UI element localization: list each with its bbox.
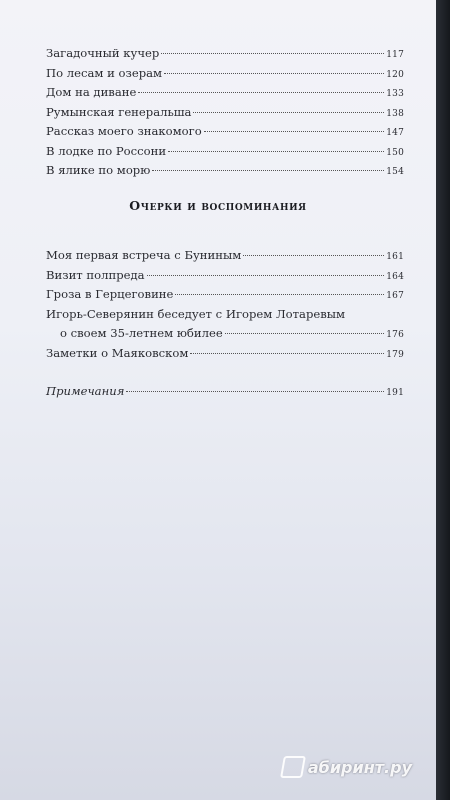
toc-entry-title: о своем 35-летнем юбилее <box>60 326 223 340</box>
toc-entry-title: Визит полпреда <box>46 267 145 282</box>
toc-entry-title: Примечания <box>46 384 125 398</box>
toc-entry <box>46 344 404 364</box>
toc-entry-title: Рассказ моего знакомого <box>46 124 202 138</box>
toc-entry <box>46 83 404 103</box>
toc-entry-continuation <box>46 324 404 344</box>
toc-entry-page: 167 <box>386 291 404 301</box>
toc-entry-title: По лесам и озерам <box>46 65 163 80</box>
toc-entry <box>46 122 404 142</box>
toc-entry <box>46 64 404 84</box>
toc-entry-title: Загадочный кучер <box>46 46 160 60</box>
leader-dots <box>164 73 384 74</box>
toc-entry-page: 176 <box>386 330 404 340</box>
toc-entry <box>46 103 404 123</box>
leader-dots <box>190 353 384 354</box>
site-watermark <box>282 756 412 778</box>
toc-entry-page: 150 <box>386 147 404 158</box>
toc-entry-page: 164 <box>386 271 404 282</box>
toc-bottom-list <box>46 246 404 363</box>
toc-entry-page: 120 <box>386 69 404 80</box>
toc-entry-page: 191 <box>386 388 404 398</box>
leader-dots <box>152 170 384 171</box>
leader-dots <box>204 131 385 132</box>
section-heading: Очерки и воспоминания <box>129 198 307 213</box>
toc-entry <box>46 246 404 266</box>
leader-dots <box>175 294 384 295</box>
toc-entry-title: Гроза в Герцеговине <box>46 287 174 301</box>
toc-entry-page: 161 <box>386 252 404 262</box>
toc-entry <box>46 305 404 325</box>
toc-entry-title: Игорь-Северянин беседует с Игорем Лотаревым <box>46 306 346 321</box>
leader-dots <box>168 151 384 152</box>
toc-entry <box>46 285 404 305</box>
notes-entry-block <box>46 382 404 402</box>
toc-entry-page: 133 <box>386 89 404 99</box>
toc-entry <box>46 266 404 286</box>
book-spine-shadow <box>436 0 450 800</box>
leader-dots <box>126 391 384 392</box>
toc-entry-title: Дом на диване <box>46 85 137 99</box>
leader-dots <box>138 92 384 93</box>
leader-dots <box>147 275 385 276</box>
toc-entry-title: Моя первая встреча с Буниным <box>46 248 242 262</box>
toc-entry-page: 138 <box>386 108 404 119</box>
leader-dots <box>225 333 384 334</box>
toc-entry-title: Заметки о Маяковском <box>46 345 189 360</box>
labirint-logo-icon <box>280 756 306 778</box>
watermark-text: абиринт.ру <box>307 757 412 777</box>
toc-entry <box>46 161 404 181</box>
toc-entry <box>46 44 404 64</box>
leader-dots <box>243 255 384 256</box>
toc-entry-page: 147 <box>386 128 404 138</box>
toc-entry-notes <box>46 382 404 402</box>
toc-entry-title: В лодке по Россони <box>46 143 167 158</box>
toc-entry-title: Румынская генеральша <box>46 104 192 119</box>
leader-dots <box>193 112 384 113</box>
toc-top-list <box>46 44 404 181</box>
toc-entry-page: 154 <box>386 167 404 177</box>
toc-entry-page: 117 <box>386 50 404 60</box>
toc-entry-title: В ялике по морю <box>46 163 151 177</box>
toc-entry <box>46 142 404 162</box>
toc-entry-page: 179 <box>386 349 404 360</box>
leader-dots <box>161 53 384 54</box>
